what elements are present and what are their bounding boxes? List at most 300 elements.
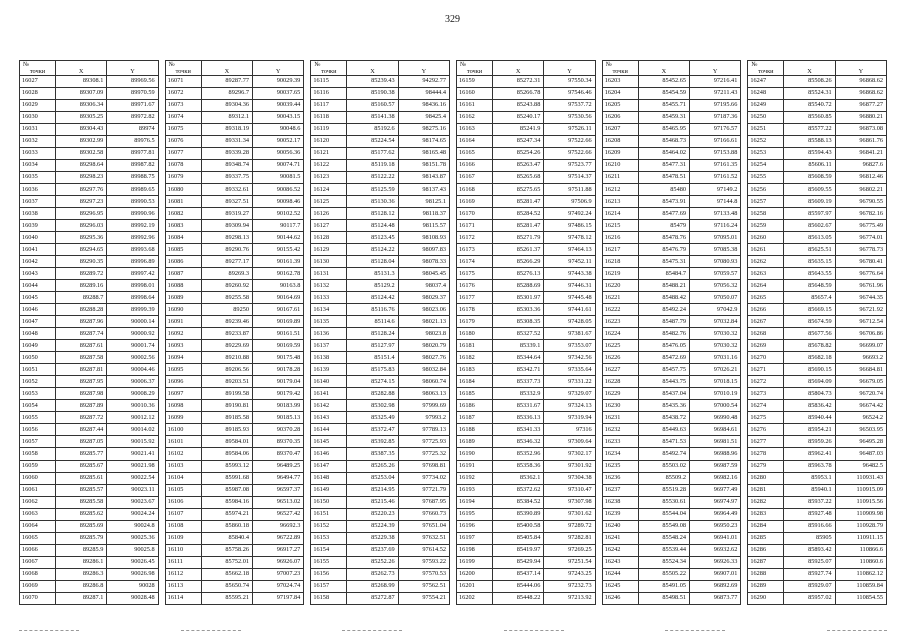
x-value: 85337.73 — [493, 376, 544, 388]
y-value: 110911.15 — [835, 532, 886, 544]
x-value: 85662.18 — [201, 568, 252, 580]
x-value: 85690.15 — [784, 364, 835, 376]
x-value: 85657.4 — [784, 292, 835, 304]
y-value: 97319.94 — [544, 412, 595, 424]
y-value: 98425.4 — [398, 112, 449, 124]
x-value: 85674.59 — [784, 316, 835, 328]
table-row — [311, 556, 450, 568]
y-value: 98032.84 — [398, 364, 449, 376]
x-value: 85540.72 — [784, 100, 835, 112]
point-number: 16088 — [165, 280, 201, 292]
point-number: 16249 — [748, 100, 784, 112]
x-value: 85625.51 — [784, 244, 835, 256]
point-number: 16236 — [602, 472, 638, 484]
x-value: 85261.37 — [493, 244, 544, 256]
point-number: 16269 — [748, 340, 784, 352]
table-row — [311, 412, 450, 424]
point-number: 16136 — [311, 328, 347, 340]
point-number: 16232 — [602, 424, 638, 436]
table-row — [748, 184, 887, 196]
point-number: 16229 — [602, 388, 638, 400]
table-row — [457, 352, 596, 364]
point-number: 16080 — [165, 184, 201, 196]
x-value: 85124.22 — [347, 244, 398, 256]
x-value: 85124.48 — [347, 220, 398, 232]
point-number: 16271 — [748, 364, 784, 376]
x-value: 85344.64 — [493, 352, 544, 364]
point-number: 16212 — [602, 184, 638, 196]
point-number: 16186 — [457, 400, 493, 412]
y-value: 90162.78 — [253, 268, 304, 280]
x-value: 85758.26 — [201, 544, 252, 556]
point-number: 16179 — [457, 316, 493, 328]
x-value: 85927.48 — [784, 508, 835, 520]
table-row — [457, 484, 596, 496]
point-number: 16202 — [457, 592, 493, 604]
table-row — [165, 184, 304, 196]
header-blank — [544, 61, 595, 69]
x-value: 85253.04 — [347, 472, 398, 484]
y-value: 97725.32 — [398, 448, 449, 460]
table-row — [457, 400, 596, 412]
point-number: 16197 — [457, 532, 493, 544]
y-value: 97570.53 — [398, 568, 449, 580]
y-value: 90183.99 — [253, 400, 304, 412]
x-value: 89289.72 — [56, 268, 107, 280]
point-number: 16267 — [748, 316, 784, 328]
point-number: 16106 — [165, 496, 201, 508]
table-row — [457, 136, 596, 148]
table-row — [457, 496, 596, 508]
y-value: 90048.6 — [253, 124, 304, 136]
point-number: 16169 — [457, 196, 493, 208]
point-number: 16114 — [165, 592, 201, 604]
x-value: 85472.69 — [638, 352, 689, 364]
point-number: 16058 — [20, 448, 56, 460]
point-number: 16148 — [311, 472, 347, 484]
y-value: 98097.83 — [398, 244, 449, 256]
y-value: 98275.16 — [398, 124, 449, 136]
x-value: 85595.21 — [201, 592, 252, 604]
point-number: 16090 — [165, 304, 201, 316]
x-value: 85929.07 — [784, 580, 835, 592]
table-row — [457, 424, 596, 436]
y-value: 90006.37 — [107, 376, 158, 388]
point-number: 16200 — [457, 568, 493, 580]
y-value: 96932.62 — [690, 544, 741, 556]
point-number: 16120 — [311, 136, 347, 148]
point-number: 16185 — [457, 388, 493, 400]
point-number: 16113 — [165, 580, 201, 592]
x-value: 89331.34 — [201, 136, 252, 148]
x-value: 85804.73 — [784, 388, 835, 400]
y-value: 98137.43 — [398, 184, 449, 196]
table-row — [602, 292, 741, 304]
point-number: 16155 — [311, 556, 347, 568]
point-number: 16045 — [20, 292, 56, 304]
table-row — [748, 544, 887, 556]
table-row — [311, 76, 450, 88]
x-value: 85252.26 — [347, 556, 398, 568]
y-value: 97007.23 — [253, 568, 304, 580]
point-number: 16078 — [165, 160, 201, 172]
x-value: 85544.04 — [638, 508, 689, 520]
x-value: 85594.43 — [784, 148, 835, 160]
x-value: 85480 — [638, 184, 689, 196]
y-value: 90023.11 — [107, 484, 158, 496]
y-value: 97309.64 — [544, 436, 595, 448]
x-value: 85125.59 — [347, 184, 398, 196]
point-number: 16100 — [165, 424, 201, 436]
x-value: 85122.22 — [347, 172, 398, 184]
point-number: 16222 — [602, 304, 638, 316]
table-row — [165, 220, 304, 232]
table-row — [602, 376, 741, 388]
table-row — [311, 400, 450, 412]
table-row — [311, 532, 450, 544]
y-value: 97492.24 — [544, 208, 595, 220]
point-number: 16177 — [457, 292, 493, 304]
table-row — [602, 400, 741, 412]
x-value: 85478.51 — [638, 172, 689, 184]
x-value: 85548.24 — [638, 532, 689, 544]
y-value: 97149.2 — [690, 184, 741, 196]
y-value: 96926.33 — [690, 556, 741, 568]
y-value: 89971.67 — [107, 100, 158, 112]
point-number: 16259 — [748, 220, 784, 232]
point-number: 16180 — [457, 328, 493, 340]
x-value: 85477.31 — [638, 160, 689, 172]
x-value: 85240.17 — [493, 112, 544, 124]
point-number: 16207 — [602, 124, 638, 136]
x-value: 89255.58 — [201, 292, 252, 304]
y-value: 97698.81 — [398, 460, 449, 472]
point-number: 16152 — [311, 520, 347, 532]
point-number: 16216 — [602, 232, 638, 244]
x-value: 85860.18 — [201, 520, 252, 532]
x-value: 85224.39 — [347, 520, 398, 532]
table-row — [457, 124, 596, 136]
table-row — [457, 460, 596, 472]
x-value: 89296.03 — [56, 220, 107, 232]
x-value: 89287.72 — [56, 412, 107, 424]
table-row — [602, 316, 741, 328]
y-value: 89999.39 — [107, 304, 158, 316]
point-number: 16156 — [311, 568, 347, 580]
point-number: 16220 — [602, 280, 638, 292]
y-value: 90028 — [107, 580, 158, 592]
y-value: 97031.16 — [690, 352, 741, 364]
x-value: 89287.77 — [201, 76, 252, 88]
y-value: 96721.92 — [835, 304, 886, 316]
point-number: 16211 — [602, 172, 638, 184]
y-value: 96722.89 — [253, 532, 304, 544]
y-value: 110928.79 — [835, 520, 886, 532]
x-value: 89287.96 — [56, 316, 107, 328]
x-value: 85325.49 — [347, 412, 398, 424]
x-value: 89287.95 — [56, 376, 107, 388]
y-value: 97550.34 — [544, 76, 595, 88]
point-number: 16282 — [748, 496, 784, 508]
table-row — [165, 316, 304, 328]
y-value: 96802.21 — [835, 184, 886, 196]
y-value: 96926.07 — [253, 556, 304, 568]
y-value: 96877.27 — [835, 100, 886, 112]
y-value: 90015.92 — [107, 436, 158, 448]
y-value: 90185.13 — [253, 412, 304, 424]
table-row — [20, 340, 159, 352]
point-number: 16205 — [602, 100, 638, 112]
point-number: 16274 — [748, 400, 784, 412]
table-row — [602, 556, 741, 568]
x-value: 89308.1 — [56, 76, 107, 88]
table-row — [748, 316, 887, 328]
table-row — [20, 256, 159, 268]
y-value: 98165.48 — [398, 148, 449, 160]
table-row — [748, 196, 887, 208]
point-number: 16038 — [20, 208, 56, 220]
y-value: 89998.64 — [107, 292, 158, 304]
point-number: 16176 — [457, 280, 493, 292]
y-value: 90164.69 — [253, 292, 304, 304]
x-value: 85455.71 — [638, 100, 689, 112]
table-row — [748, 580, 887, 592]
point-number: 16051 — [20, 364, 56, 376]
table-row — [20, 316, 159, 328]
x-value: 85190.38 — [347, 88, 398, 100]
y-value: 96684.81 — [835, 364, 886, 376]
y-value: 98045.45 — [398, 268, 449, 280]
y-value: 90004.46 — [107, 364, 158, 376]
x-value: 85284.52 — [493, 208, 544, 220]
x-value: 85308.35 — [493, 316, 544, 328]
point-number: 16175 — [457, 268, 493, 280]
y-value: 97243.25 — [544, 568, 595, 580]
x-value: 85435.36 — [638, 400, 689, 412]
table-row — [602, 328, 741, 340]
table-row — [165, 556, 304, 568]
x-value: 89332.61 — [201, 184, 252, 196]
table-row — [165, 376, 304, 388]
x-value: 85123.45 — [347, 232, 398, 244]
point-number: 16193 — [457, 484, 493, 496]
table-row — [602, 208, 741, 220]
coordinate-table — [310, 60, 450, 605]
table-row — [165, 76, 304, 88]
x-value: 85488.21 — [638, 280, 689, 292]
table-row — [165, 472, 304, 484]
header-blank — [690, 61, 741, 69]
x-value: 85669.15 — [784, 304, 835, 316]
y-value: 96495.28 — [835, 436, 886, 448]
table-row — [20, 244, 159, 256]
y-value: 96744.35 — [835, 292, 886, 304]
point-number: 16273 — [748, 388, 784, 400]
point-number: 16160 — [457, 88, 493, 100]
point-number: 16076 — [165, 136, 201, 148]
y-value: 96482.5 — [835, 460, 886, 472]
table-row — [748, 100, 887, 112]
header-blank — [56, 61, 107, 69]
y-value: 97018.15 — [690, 376, 741, 388]
point-number: 16072 — [165, 88, 201, 100]
y-value: 97687.95 — [398, 496, 449, 508]
table-row — [165, 592, 304, 604]
x-value: 89297.76 — [56, 184, 107, 196]
y-value: 97085.38 — [690, 244, 741, 256]
x-value: 85444.06 — [493, 580, 544, 592]
point-number: 16215 — [602, 220, 638, 232]
table-row — [748, 520, 887, 532]
table-row — [602, 340, 741, 352]
footer-mark — [342, 630, 402, 634]
x-value: 85220.23 — [347, 508, 398, 520]
y-value: 97176.57 — [690, 124, 741, 136]
point-number: 16281 — [748, 484, 784, 496]
point-number: 16257 — [748, 196, 784, 208]
x-value: 89285.9 — [56, 544, 107, 556]
table-row — [311, 124, 450, 136]
point-number: 16251 — [748, 124, 784, 136]
table-row — [457, 532, 596, 544]
x-value: 85468.73 — [638, 136, 689, 148]
table-row — [20, 88, 159, 100]
x-value: 89297.23 — [56, 196, 107, 208]
y-value: 110866.6 — [835, 544, 886, 556]
x-value: 85991.68 — [201, 472, 252, 484]
x-value: 89305.25 — [56, 112, 107, 124]
y-value: 97452.11 — [544, 256, 595, 268]
y-value: 96790.55 — [835, 196, 886, 208]
x-value: 85608.59 — [784, 172, 835, 184]
table-row — [748, 376, 887, 388]
x-value: 85262.73 — [347, 568, 398, 580]
x-value: 85288.69 — [493, 280, 544, 292]
point-number: 16103 — [165, 460, 201, 472]
point-number: 16132 — [311, 280, 347, 292]
x-value: 85752.01 — [201, 556, 252, 568]
y-value: 97289.72 — [544, 520, 595, 532]
y-value: 96880.21 — [835, 112, 886, 124]
point-number: 16165 — [457, 148, 493, 160]
table-row — [20, 280, 159, 292]
y-value: 96988.96 — [690, 448, 741, 460]
header-no: № — [165, 61, 201, 69]
x-value: 85268.99 — [347, 580, 398, 592]
header-x: X — [201, 68, 252, 76]
x-value: 85479 — [638, 220, 689, 232]
y-value: 98063.13 — [398, 388, 449, 400]
point-number: 16055 — [20, 412, 56, 424]
y-value: 98436.16 — [398, 100, 449, 112]
x-value: 85128.12 — [347, 208, 398, 220]
point-number: 16182 — [457, 352, 493, 364]
y-value: 97282.81 — [544, 532, 595, 544]
y-value: 96776.64 — [835, 268, 886, 280]
y-value: 90169.89 — [253, 316, 304, 328]
y-value: 96981.51 — [690, 436, 741, 448]
table-row — [748, 268, 887, 280]
x-value: 85993.12 — [201, 460, 252, 472]
table-row — [457, 220, 596, 232]
y-value: 98023.06 — [398, 304, 449, 316]
x-value: 85352.96 — [493, 448, 544, 460]
x-value: 85464.02 — [638, 148, 689, 160]
point-number: 16028 — [20, 88, 56, 100]
table-row — [20, 160, 159, 172]
table-row — [748, 388, 887, 400]
point-number: 16194 — [457, 496, 493, 508]
table-row — [748, 244, 887, 256]
table-row — [748, 412, 887, 424]
table-row — [165, 268, 304, 280]
header-y: Y — [690, 68, 741, 76]
x-value: 85449.63 — [638, 424, 689, 436]
y-value: 96977.49 — [690, 484, 741, 496]
y-value: 98020.79 — [398, 340, 449, 352]
table-row — [165, 304, 304, 316]
point-number: 16172 — [457, 232, 493, 244]
x-value: 85302.98 — [347, 400, 398, 412]
table-row — [457, 376, 596, 388]
table-row — [457, 232, 596, 244]
table-row — [311, 328, 450, 340]
x-value: 89285.67 — [56, 460, 107, 472]
x-value: 89309.94 — [201, 220, 252, 232]
x-value: 89298.13 — [201, 232, 252, 244]
table-row — [748, 568, 887, 580]
x-value: 85836.42 — [784, 400, 835, 412]
x-value: 85327.52 — [493, 328, 544, 340]
y-value: 97353.07 — [544, 340, 595, 352]
y-value: 110862.12 — [835, 568, 886, 580]
point-number: 16123 — [311, 172, 347, 184]
table-row — [311, 244, 450, 256]
x-value: 89288.28 — [56, 304, 107, 316]
x-value: 85524.31 — [784, 88, 835, 100]
x-value: 85128.04 — [347, 256, 398, 268]
x-value: 89210.88 — [201, 352, 252, 364]
point-number: 16086 — [165, 256, 201, 268]
table-row — [602, 304, 741, 316]
x-value: 85392.85 — [347, 436, 398, 448]
x-value: 85457.75 — [638, 364, 689, 376]
x-value: 85609.19 — [784, 196, 835, 208]
table-row — [457, 412, 596, 424]
table-row — [602, 448, 741, 460]
y-value: 96982.16 — [690, 472, 741, 484]
table-row — [602, 412, 741, 424]
x-value: 85597.97 — [784, 208, 835, 220]
y-value: 97195.66 — [690, 100, 741, 112]
point-number: 16053 — [20, 388, 56, 400]
table-row — [457, 340, 596, 352]
x-value: 85362.1 — [493, 472, 544, 484]
x-value: 89337.75 — [201, 172, 252, 184]
y-value: 90081.5 — [253, 172, 304, 184]
header-blank — [253, 61, 304, 69]
point-number: 16167 — [457, 172, 493, 184]
y-value: 96775.49 — [835, 220, 886, 232]
x-value: 85342.71 — [493, 364, 544, 376]
y-value: 90117.7 — [253, 220, 304, 232]
y-value: 98444.4 — [398, 88, 449, 100]
x-value: 85492.24 — [638, 304, 689, 316]
point-number: 16075 — [165, 124, 201, 136]
table-row — [311, 268, 450, 280]
y-value: 96692.3 — [253, 520, 304, 532]
table-row — [748, 508, 887, 520]
